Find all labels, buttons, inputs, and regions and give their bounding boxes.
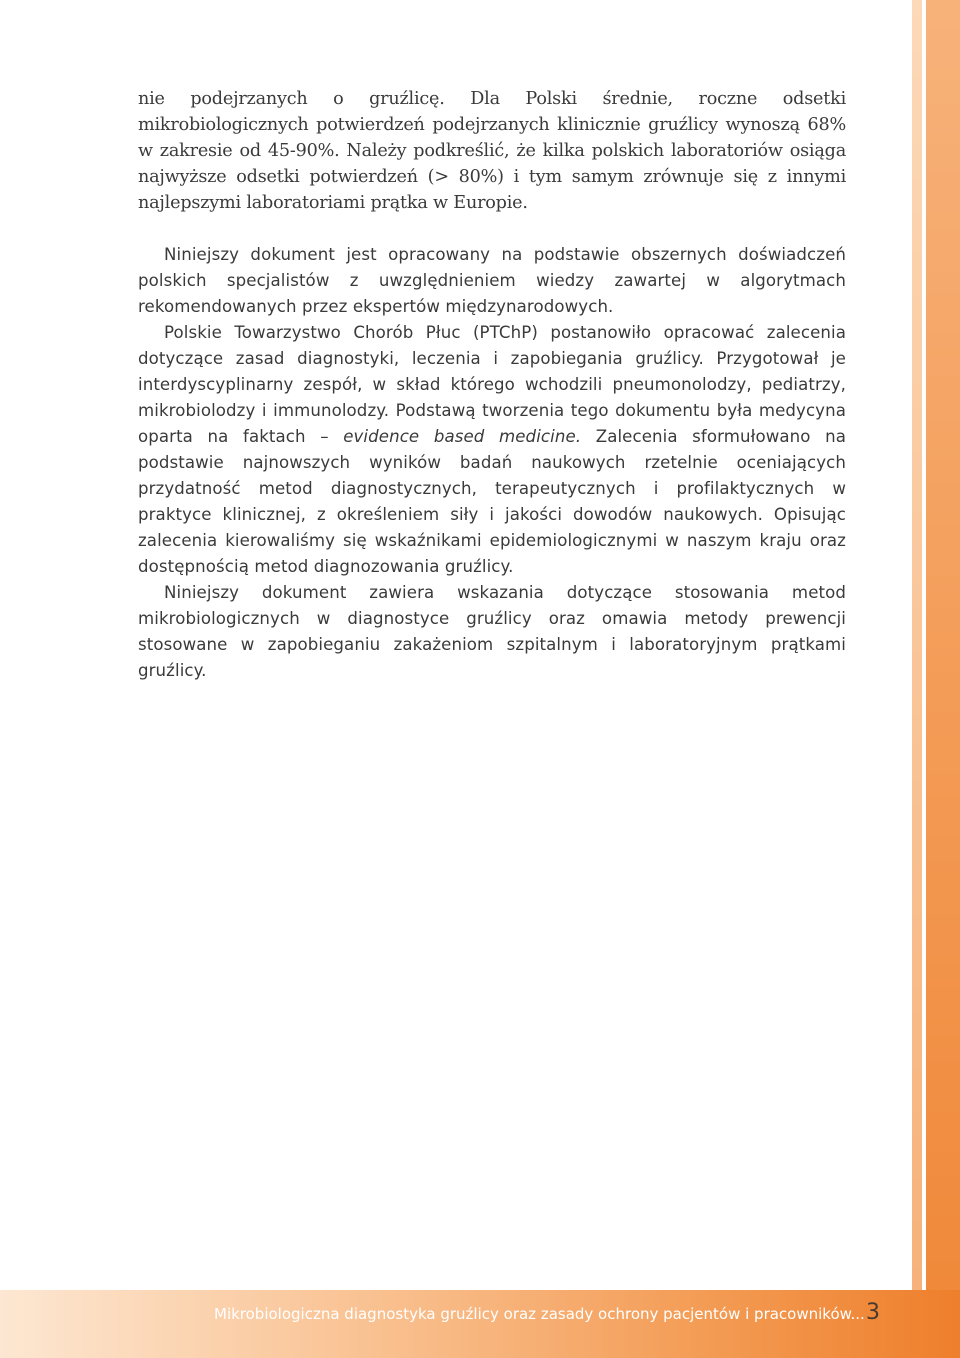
paragraph-scope: Niniejszy dokument zawiera wskazania dotyczące stosowania metod mikrobiologicznych w diagnostyce gruźlicy oraz omawia metody prewencji stosowane w zapobieganiu zakażeniom szpitalnym i laboratoryjnym prątkami gruźlicy. xyxy=(138,583,846,680)
paragraph-ptchp-italic: evidence based medicine. xyxy=(343,427,582,446)
paragraph-document-basis: Niniejszy dokument jest opracowany na podstawie obszernych doświadczeń polskich specjalistów z uwzględnieniem wiedzy zawartej w algorytmach rekomendowanych przez ekspertów międzynarodowych. xyxy=(138,245,846,316)
decorative-side-stripe-thin xyxy=(912,0,922,1290)
paragraph-intro: nie podejrzanych o gruźlicę. Dla Polski średnie, roczne odsetki mikrobiologicznych potwierdzeń podejrzanych klinicznie gruźlicy wynoszą 68% w zakresie od 45-90%. Należy podkreślić, że kilka polskich laboratoriów osiąga najwyższe odsetki potwierdzeń (> 80%) i tym samym zrównuje się z innymi najlepszymi laboratoriami prątka w Europie. xyxy=(138,89,846,213)
paragraph-ptchp xyxy=(138,320,846,580)
paragraph-ptchp-text-1: Polskie Towarzystwo Chorób Płuc (PTChP) postanowiło opracować zalecenia dotyczące zasad diagnostyki, leczenia i zapobiegania gruźlicy. Przygotował je interdyscyplinarny zespół, w skład którego wchodzili pneumonolodzy, pediatrzy, mikrobiolodzy i immunolodzy. Podstawą tworzenia tego dokumentu była medycyna oparta na faktach – xyxy=(138,323,846,446)
decorative-side-stripe-wide xyxy=(926,0,960,1290)
paragraph-ptchp-text-2: Zalecenia sformułowano na podstawie najnowszych wyników badań naukowych rzetelnie oceniających przydatność metod diagnostycznych, terapeutycznych i profilaktycznych w praktyce klinicznej, z określeniem siły i jakości dowodów naukowych. Opisując zalecenia kierowaliśmy się wskaźnikami epidemiologicznymi w naszym kraju oraz dostępnością metod diagnozowania gruźlicy. xyxy=(138,427,846,576)
footer-running-title: Mikrobiologiczna diagnostyka gruźlicy oraz zasady ochrony pacjentów i pracowników... xyxy=(214,1305,865,1323)
page-number: 3 xyxy=(866,1300,880,1325)
footer-bar xyxy=(0,1290,960,1358)
page-body xyxy=(138,86,846,684)
